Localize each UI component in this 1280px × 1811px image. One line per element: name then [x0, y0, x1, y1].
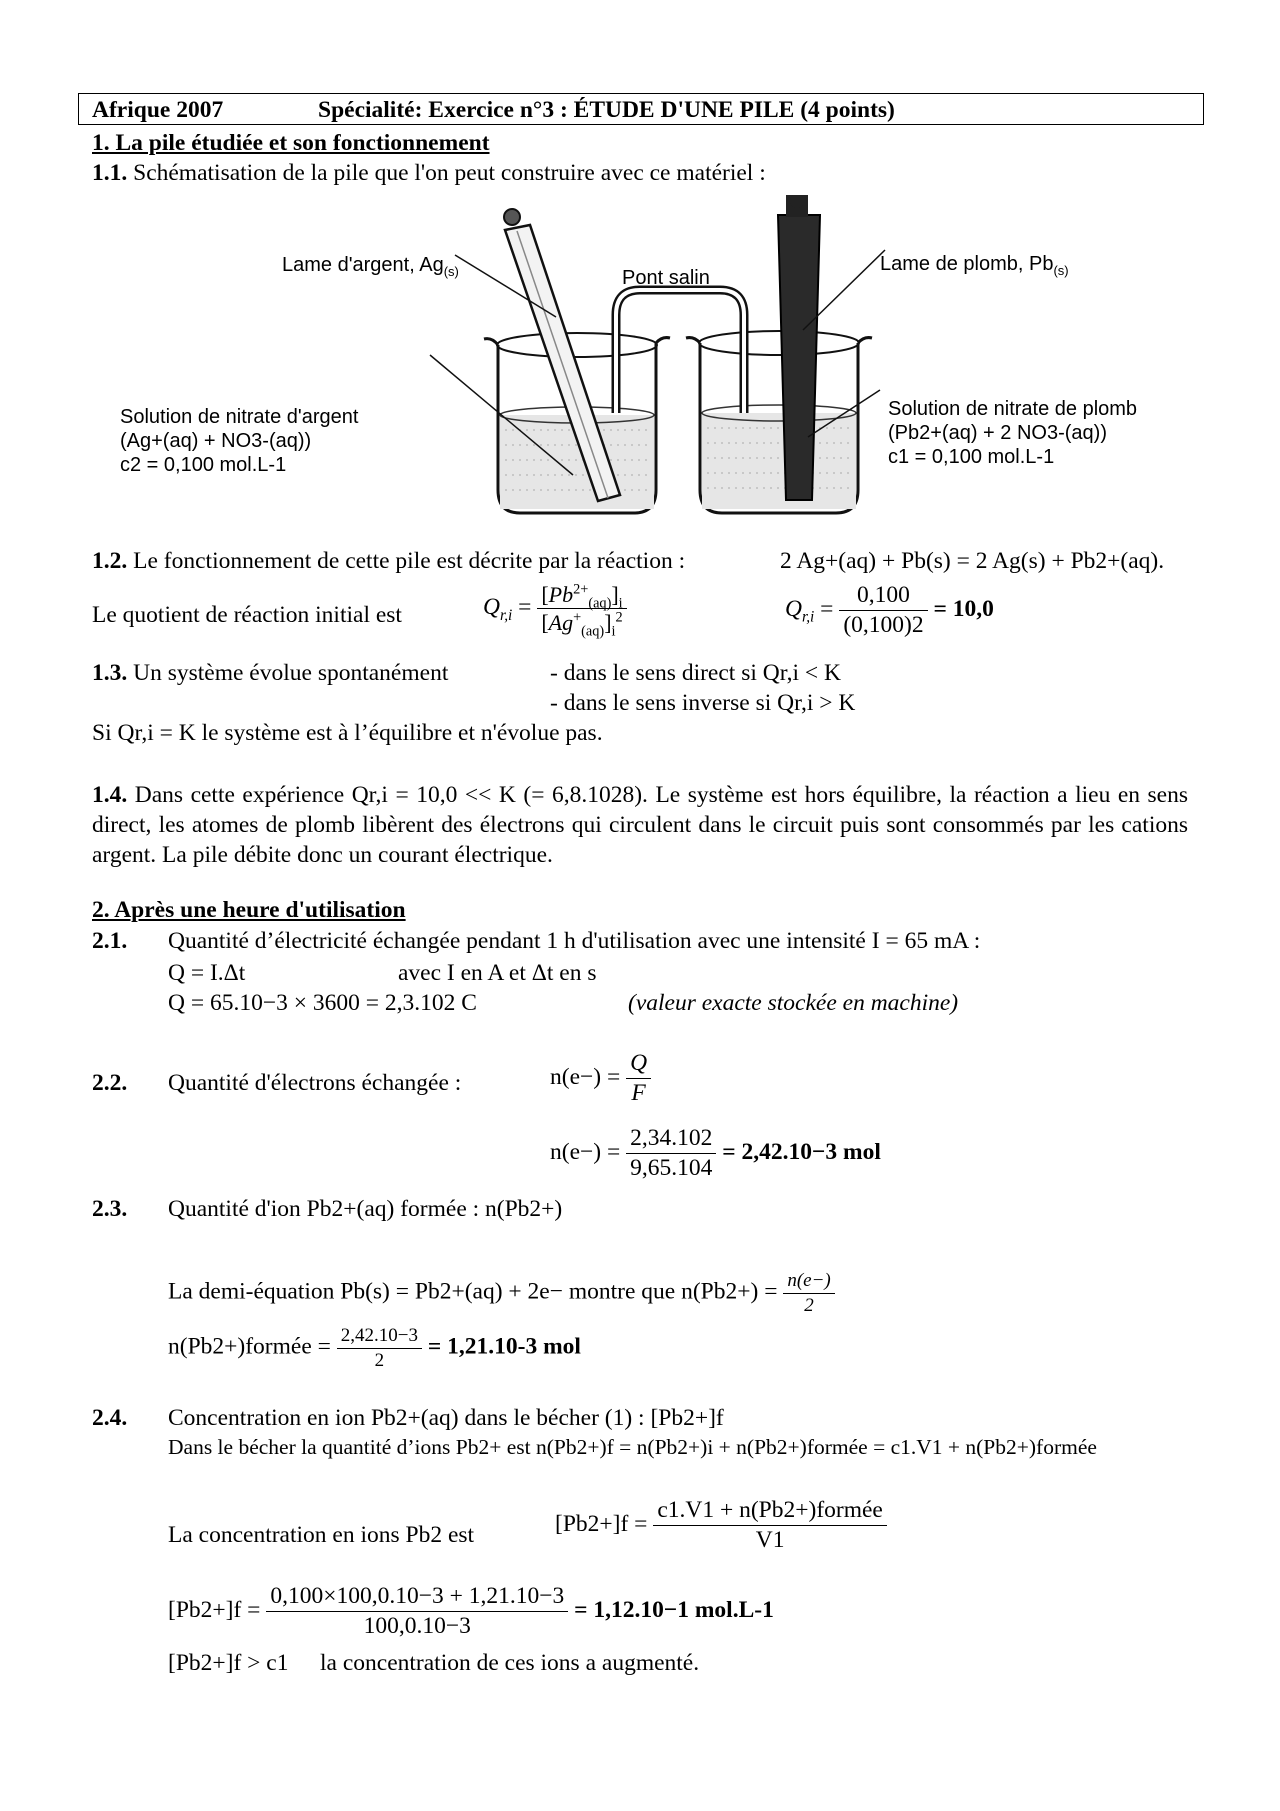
q24-conc-text: La concentration en ions Pb2 est [168, 1522, 475, 1548]
q24-calculation: [Pb2+]f = $\frac{0,100\times 100,0.10-3 + 1,21.10-3}{100,0.10-3}$ = 1,12.10−1 mol.L-1 [168, 1583, 774, 1640]
label-silver-solution-conc: c2 = 0,100 mol.L-1 [120, 454, 287, 476]
label-silver-solution-name: Solution de nitrate d'argent [120, 406, 359, 428]
header-title: Spécialité: Exercice n°3 : ÉTUDE D'UNE PILE (4 points) [318, 97, 895, 123]
q23-text: Quantité d'ion Pb2+(aq) formée : n(Pb2+) [168, 1196, 563, 1222]
label-silver-plate: Lame d'argent, $Ag_{(s)}$ [282, 254, 459, 279]
label-lead-solution-conc: c1 = 0,100 mol.L-1 [888, 446, 1055, 468]
q14-paragraph: 1.4. Dans cette expérience Qr,i = 10,0 << K (= 6,8.1028). Le système est hors équilibre, la réaction a lieu en sens direct, les atomes de plomb libèrent des électrons qui circulent dans le circuit puis sont consommés par les cations argent. La pile débite donc un courant électrique. [92, 782, 1188, 869]
q12-quotient-value: $Q_{r,i}$ = $\frac{0,100}{(0,100)2}$ = 10,0 [785, 582, 994, 639]
q24-line2: Dans le bécher la quantité d’ions Pb2+ est n(Pb2+)f = n(Pb2+)i + n(Pb2+)formée = c1.V1 + n(Pb2+)formée [168, 1435, 1097, 1459]
label-silver-solution-formula: (Ag+(aq) + NO3-(aq)) [120, 430, 312, 452]
q13-direct: - dans le sens direct si Qr,i < K [550, 660, 841, 686]
label-lead-solution-name: Solution de nitrate de plomb [888, 398, 1138, 420]
q13-line: 1.3. Un système évolue spontanément [92, 660, 449, 686]
q11-line [92, 160, 766, 187]
q21-number: 2.1. [92, 928, 128, 954]
q23-half-equation: La demi-équation Pb(s) = Pb2+(aq) + 2e− montre que n(Pb2+) = $\frac{n(e-)}{2}$ [168, 1270, 835, 1317]
q21-calc: Q = 65.10−3 × 3600 = 2,3.102 C [168, 990, 477, 1016]
section-1-heading: 1. La pile étudiée et son fonctionnement [92, 130, 490, 156]
q22-number: 2.2. [92, 1070, 128, 1096]
q24-conclusion-left: [Pb2+]f > c1 [168, 1650, 289, 1676]
label-salt-bridge: Pont salin [622, 267, 710, 289]
lead-plate [778, 195, 820, 500]
q23-number: 2.3. [92, 1196, 128, 1222]
q24-conclusion: la concentration de ces ions a augmenté. [320, 1650, 700, 1676]
q11-text: Schématisation de la pile que l'on peut construire avec ce matériel : [133, 160, 766, 186]
q11-number: 1.1. [92, 160, 128, 186]
q24-conc-formula: [Pb2+]f = $\frac{\text{c1.V1 + n(Pb2+)formée}}{V1}$ [555, 1497, 887, 1554]
q22-calculation: n(e−) = $\frac{2,34.102}{9,65.104}$ = 2,42.10−3 mol [550, 1125, 881, 1182]
label-lead-plate: Lame de plomb, $Pb_{(s)}$ [880, 253, 1069, 278]
right-solution [702, 413, 856, 509]
q12-line: 1.2. Le fonctionnement de cette pile est décrite par la réaction : [92, 548, 686, 574]
q22-formula: n(e−) = $\frac{Q}{F}$ [550, 1050, 651, 1107]
q13-inverse: - dans le sens inverse si Qr,i > K [550, 690, 856, 716]
header-source: Afrique 2007 [92, 97, 224, 123]
q24-text: Concentration en ion Pb2+(aq) dans le bécher (1) : [Pb2+]f [168, 1405, 724, 1431]
q21-note: (valeur exacte stockée en machine) [628, 990, 959, 1016]
label-lead-solution-formula: (Pb2+(aq) + 2 NO3-(aq)) [888, 422, 1107, 444]
q24-number: 2.4. [92, 1405, 128, 1431]
q12-quotient-text: Le quotient de réaction initial est [92, 602, 402, 628]
q13-equilibrium: Si Qr,i = K le système est à l’équilibre et n'évolue pas. [92, 720, 603, 746]
q22-text: Quantité d'électrons échangée : [168, 1070, 462, 1096]
q12-quotient-formula: $Q_{r,i}$ = $\frac{[Pb^{2+}_{(aq)}]_i}{[Ag^+_{(aq)}]_i^2}$ [483, 582, 627, 636]
q23-calculation: n(Pb2+)formée = $\frac{2,42.10-3}{2}$ = 1,21.10-3 mol [168, 1325, 581, 1371]
q12-reaction: 2 Ag+(aq) + Pb(s) = 2 Ag(s) + Pb2+(aq). [780, 548, 1165, 574]
section-2-heading: 2. Après une heure d'utilisation [92, 897, 406, 923]
q21-formula: Q = I.Δt [168, 960, 246, 986]
q21-text: Quantité d’électricité échangée pendant 1 h d'utilisation avec une intensité I = 65 mA : [168, 928, 981, 954]
q21-units: avec I en A et Δt en s [398, 960, 597, 986]
